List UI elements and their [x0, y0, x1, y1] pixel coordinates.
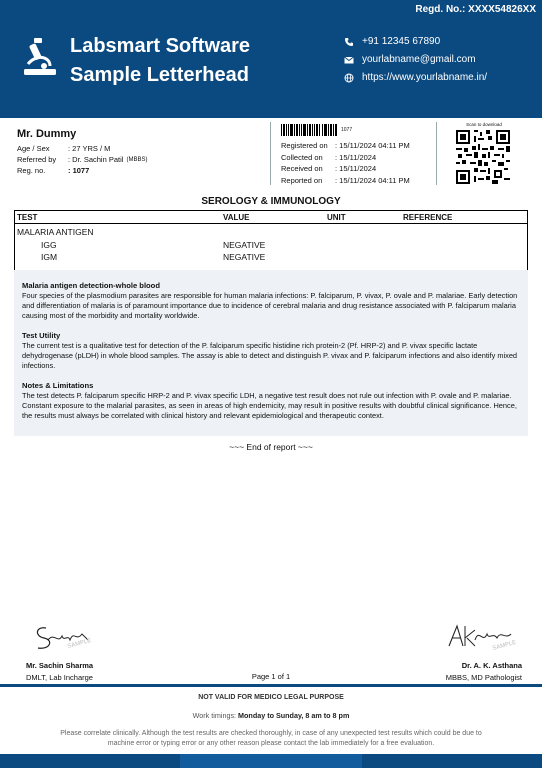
letterhead-header [0, 0, 542, 118]
test-value: NEGATIVE [223, 239, 266, 250]
lab-name [70, 32, 250, 90]
notes-paragraph: The test detects P. falciparum specific HRP-2 and P. vivax specific LDH, a negative test result does not rule out infection with P. ovale and P. malariae. Constant exposure to the malarial parasites, as seen in areas of high endemicity, may result in positive results with doubtful clinical significance. Hence, the results must always be correlated with clinical history and relevant epidemiological and therapeutic context. [22, 391, 517, 420]
referred-value: : Dr. Sachin Patil [68, 155, 124, 164]
registration-number: Regd. No.: XXXX54826XX [415, 4, 536, 15]
section-title: SEROLOGY & IMMUNOLOGY [201, 196, 341, 207]
work-timings-label: Work timings: [192, 711, 237, 720]
test-value: NEGATIVE [223, 252, 266, 262]
contact-email [344, 54, 476, 65]
contact-website [344, 72, 487, 83]
signer-right-name: Dr. A. K. Asthana [461, 661, 522, 670]
collected-value: : 15/11/2024 [335, 152, 377, 162]
received-row [281, 163, 410, 175]
divider [270, 122, 271, 185]
patient-info [17, 128, 147, 176]
email-icon [344, 55, 354, 65]
reg-value: : 1077 [68, 166, 90, 175]
lab-name-line2: Sample Letterhead [70, 64, 249, 86]
work-timings [0, 711, 542, 720]
age-sex-label: Age / Sex [17, 144, 50, 153]
signer-right [446, 660, 522, 684]
table-row [15, 250, 527, 262]
referred-label: Referred by [17, 155, 57, 164]
column-header-reference: REFERENCE [403, 213, 453, 222]
footer-divider [0, 684, 542, 687]
registered-value: : 15/11/2024 04:11 PM [335, 141, 410, 151]
test-name: IGM [41, 252, 58, 262]
barcode-number: 1077 [341, 127, 353, 133]
end-of-report: ~~~ End of report ~~~ [229, 442, 313, 452]
notes-heading: Test Utility [22, 331, 61, 340]
collected-label: Collected on [281, 152, 323, 162]
collected-row [281, 152, 410, 164]
not-valid-notice: NOT VALID FOR MEDICO LEGAL PURPOSE [198, 694, 344, 701]
globe-icon [344, 73, 354, 83]
email-text[interactable]: yourlabname@gmail.com [362, 54, 476, 65]
svg-text:SAMPLE: SAMPLE [66, 637, 93, 650]
referred-qualification: (MBBS) [126, 156, 148, 163]
sample-dates [281, 140, 410, 186]
test-name: IGG [41, 239, 57, 250]
footer-band-accent [180, 754, 362, 768]
reported-label: Reported on [281, 175, 323, 185]
page-number: Page 1 of 1 [251, 672, 291, 681]
reg-label: Reg. no. [17, 166, 46, 175]
website-link[interactable]: https://www.yourlabname.in/ [362, 72, 488, 83]
notes-heading: Notes & Limitations [22, 381, 94, 390]
results-table [14, 210, 528, 277]
disclaimer: Please correlate clinically. Although the test results are checked thoroughly, in case of any unexpected test results which could be due to machine error or typing error or any other reason please contact the lab immediately for a free evaluation. [60, 730, 482, 747]
lab-name-line1: Labsmart Software [70, 35, 251, 57]
signer-left-name: Mr. Sachin Sharma [26, 661, 94, 670]
work-timings-value: Monday to Sunday, 8 am to 8 pm [238, 711, 350, 720]
signer-right-title: MBBS, MD Pathologist [445, 673, 522, 682]
footer-band [0, 754, 542, 768]
qr-code-icon[interactable] [456, 130, 510, 184]
received-value: : 15/11/2024 [335, 164, 377, 174]
signature-left [28, 618, 98, 654]
column-header-value: VALUE [223, 213, 250, 222]
column-header-test: TEST [17, 213, 38, 222]
signer-left-title: DMLT, Lab Incharge [26, 673, 93, 682]
interpretation-notes [14, 270, 528, 436]
microscope-logo [22, 36, 58, 78]
svg-text:SAMPLE: SAMPLE [491, 639, 518, 652]
patient-name: Mr. Dummy [17, 128, 77, 140]
phone-text: +91 12345 67890 [362, 36, 441, 47]
notes-paragraph: Four species of the plasmodium parasites are responsible for human malaria infections: P. falciparum, P. vivax, P. ovale and P. malariae. Early detection and differentiation of malaria is of paramount importance due to incidence of cerebral malaria and drug resistance associated with P. falciparum malaria causing most of the morbidity and mortality worldwide. [22, 291, 518, 320]
phone-icon [344, 37, 354, 47]
received-label: Received on [281, 164, 323, 174]
registered-label: Registered on [281, 141, 328, 151]
reported-value: : 15/11/2024 04:11 PM [335, 175, 410, 185]
qr-label: Scan to download [466, 122, 502, 127]
table-row [15, 238, 527, 250]
age-sex-row [17, 143, 147, 154]
column-header-unit: UNIT [327, 213, 346, 222]
sample-barcode [281, 124, 352, 136]
age-sex-value: : 27 YRS / M [68, 144, 111, 153]
notes-paragraph: The current test is a qualitative test for detection of the P. falciparum specific histidine rich protein-2 (Pf. HRP-2) and P. vivax specific lactate dehydrogenase (pLDH) in whole blood samples. The assay is able to detect and distinguish P. vivax and P. falciparum infections and also identify mixed infections. [22, 341, 518, 370]
barcode-icon [281, 124, 337, 136]
divider [436, 122, 437, 185]
registered-row [281, 140, 410, 152]
contact-phone [344, 36, 440, 47]
signature-right [445, 618, 523, 654]
table-header [15, 211, 527, 224]
notes-heading: Malaria antigen detection-whole blood [22, 281, 160, 290]
table-row-group [15, 225, 527, 237]
referred-row [17, 154, 147, 165]
test-group-name: MALARIA ANTIGEN [17, 227, 94, 237]
reg-row [17, 165, 147, 176]
table-body [15, 224, 527, 276]
reported-row [281, 175, 410, 187]
